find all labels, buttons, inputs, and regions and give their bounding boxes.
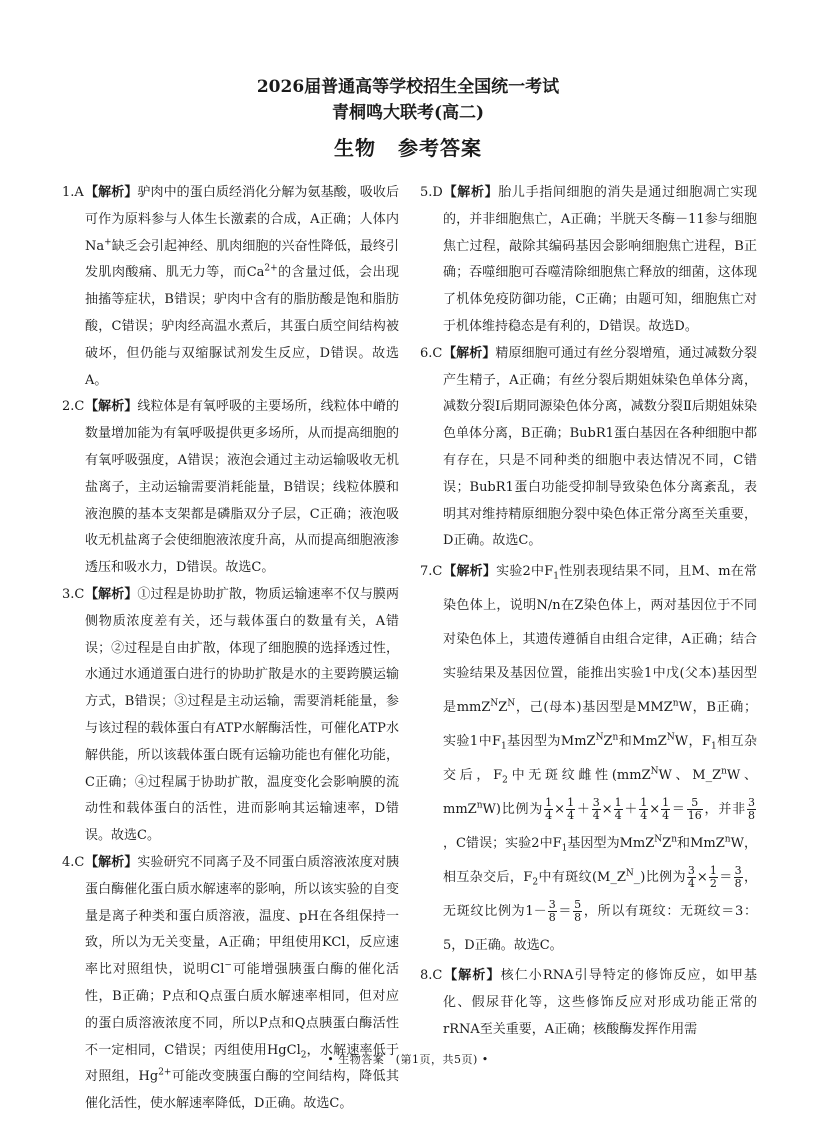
subject-label: 生物 xyxy=(334,136,376,160)
answer-title: 参考答案 xyxy=(398,136,482,160)
answer-heading xyxy=(0,132,816,164)
left-column xyxy=(62,180,399,1118)
fraction: $\frac{1}{4}$ xyxy=(662,796,670,823)
answer-7: 7.C【解析】实验2中$F_1$性别表现结果不同，且M、m在常染色体上，说明N/n在Z染色体上，两对基因位于不同对染色体上，其遗传遵循自由组合定律，A正确；结合实验结果及基因位置，能推出实验1中戊(父本)基因型是$mmZ^NZ^N$，己(母本)基因型是MMZ$^n$W，B正确；实验1中$F_1$基因型为$MmZ^NZ^n$和MmZ$^N$W，$F_1$相互杂交后，$F_2$中无斑纹雌性(mmZ$^N$W、$M\_Z^nW$、mmZ$^n$W)比例为 $\frac{1}{4}$ × $\frac{1}{4}$ ＋ $\frac{3}{4}$ × $\frac{1}{4}$ ＋ $\frac{1}{4}$ × $\frac{1}{4}$ ＝ $\frac{5}{16}$ ，并非 $\frac{3}{8}$ ，C错误；实验2中$F_1$基因型为$MmZ^NZ^n$和MmZ$^n$W，相互杂交后，$F_2$中有斑纹$(M\_Z^N\_)$比例为 $\frac{3}{4}$ × $\frac{1}{2}$ ＝ $\frac{3}{8}$ ，无斑纹比例为1－ $\frac{3}{8}$ ＝ $\frac{5}{8}$ ，所以有斑纹：无斑纹＝3：5，D正确。故选C。 xyxy=(420,564,758,954)
answer-2: 2.C【解析】线粒体是有氧呼吸的主要场所，线粒体中嵴的数量增加能为有氧呼吸提供更多场所，从而提高细胞的有氧呼吸强度，A错误；液泡会通过主动运输吸收无机盐离子，主动运输需要消耗能量，B错误；线粒体膜和液泡膜的基本支架都是磷脂双分子层，C正确；液泡吸收无机盐离子会使细胞液浓度升高，从而提高细胞液渗透压和吸水力，D错误。故选C。 xyxy=(62,399,399,576)
fraction: $\frac{1}{4}$ xyxy=(614,796,622,823)
fraction: $\frac{3}{8}$ xyxy=(747,796,755,823)
fraction: $\frac{1}{4}$ xyxy=(640,796,648,823)
fraction: $\frac{3}{8}$ xyxy=(734,864,742,891)
fraction: $\frac{1}{4}$ xyxy=(567,796,575,823)
answer-5: 5.D【解析】胎儿手指间细胞的消失是通过细胞凋亡实现的，并非细胞焦亡，A正确；半胱天冬酶－11参与细胞焦亡过程，敲除其编码基因会影响细胞焦亡进程，B正确；吞噬细胞可吞噬清除细胞焦亡释放的细菌，这体现了机体免疫防御功能，C正确；由题可知，细胞焦亡对于机体维持稳态是有利的，D错误。故选D。 xyxy=(420,185,757,334)
fraction: $\frac{1}{4}$ xyxy=(545,796,553,823)
answer-4: 4.C【解析】实验研究不同离子及不同蛋白质溶液浓度对胰蛋白酶催化蛋白质水解速率的影响，所以该实验的自变量是离子种类和蛋白质溶液，温度、pH在各组保持一致，所以为无关变量，A正确；甲组使用KCl，反应速率比对照组快，说明Cl−可能增强胰蛋白酶的催化活性，B正确；P点和Q点蛋白质水解速率相同，但对应的蛋白质溶液浓度不同，所以P点和Q点胰蛋白酶活性不一定相同，C错误；丙组使用HgCl$_2$，水解速率低于对照组，$Hg^{2+}$可能改变胰蛋白酶的空间结构，降低其催化活性，使水解速率降低，D正确。故选C。 xyxy=(62,854,399,1112)
exam-subtitle: 青桐鸣大联考(高二) xyxy=(331,103,485,123)
answer-6: 6.C【解析】精原细胞可通过有丝分裂增殖，通过减数分裂产生精子，A正确；有丝分裂后期姐妹染色单体分离，减数分裂Ⅰ后期同源染色体分离，减数分裂Ⅱ后期姐妹染色单体分离，B正确；BubR1蛋白基因在各种细胞中都有存在，只是不同种类的细胞中表达情况不同，C错误；BubR1蛋白功能受抑制导致染色体分离紊乱，表明其对维持精原细胞分裂中染色体正常分离至关重要，D正确。故选C。 xyxy=(420,345,757,549)
answer-8: 8.C【解析】核仁小RNA引导特定的修饰反应，如甲基化、假尿苷化等，这些修饰反应对形成功能正常的rRNA至关重要，A正确；核酸酶发挥作用需 xyxy=(420,968,757,1037)
fraction: $\frac{5}{16}$ xyxy=(687,796,702,823)
answer-1: 1.A【解析】驴肉中的蛋白质经消化分解为氨基酸，吸收后可作为原料参与人体生长激素的合成，A正确；人体内Na+缺乏会引起神经、肌肉细胞的兴奋性降低，最终引发肌肉酸痛、肌无力等，而$Ca^{2+}$的含量过低，会出现抽搐等症状，B错误；驴肉中含有的脂肪酸是饱和脂肪酸，C错误；驴肉经高温水煮后，其蛋白质空间结构被破坏，但仍能与双缩脲试剂发生反应，D错误。故选A。 xyxy=(62,185,399,388)
fraction: $\frac{3}{4}$ xyxy=(687,864,695,891)
page-header xyxy=(0,74,816,164)
answer-3: 3.C【解析】①过程是协助扩散，物质运输速率不仅与膜两侧物质浓度差有关，还与载体蛋白的数量有关，A错误；②过程是自由扩散，体现了细胞膜的选择透过性，水通过水通道蛋白进行的协助扩散是水的主要跨膜运输方式，B错误；③过程是主动运输，需要消耗能量，参与该过程的载体蛋白有ATP水解酶活性，可催化ATP水解供能，所以该载体蛋白既有运输功能也有催化功能，C正确；④过程属于协助扩散，温度变化会影响膜的流动性和载体蛋白的活性，进而影响其运输速率，D错误。故选C。 xyxy=(62,586,399,844)
fraction: $\frac{3}{4}$ xyxy=(592,796,600,823)
right-column xyxy=(420,180,757,1044)
fraction: $\frac{5}{8}$ xyxy=(574,898,582,925)
page-footer: • 生物答案 (第1页，共5页) • xyxy=(327,1053,489,1066)
fraction: $\frac{3}{8}$ xyxy=(548,898,556,925)
exam-title: 2026届普通高等学校招生全国统一考试 xyxy=(256,77,560,97)
fraction: $\frac{1}{2}$ xyxy=(709,864,717,891)
